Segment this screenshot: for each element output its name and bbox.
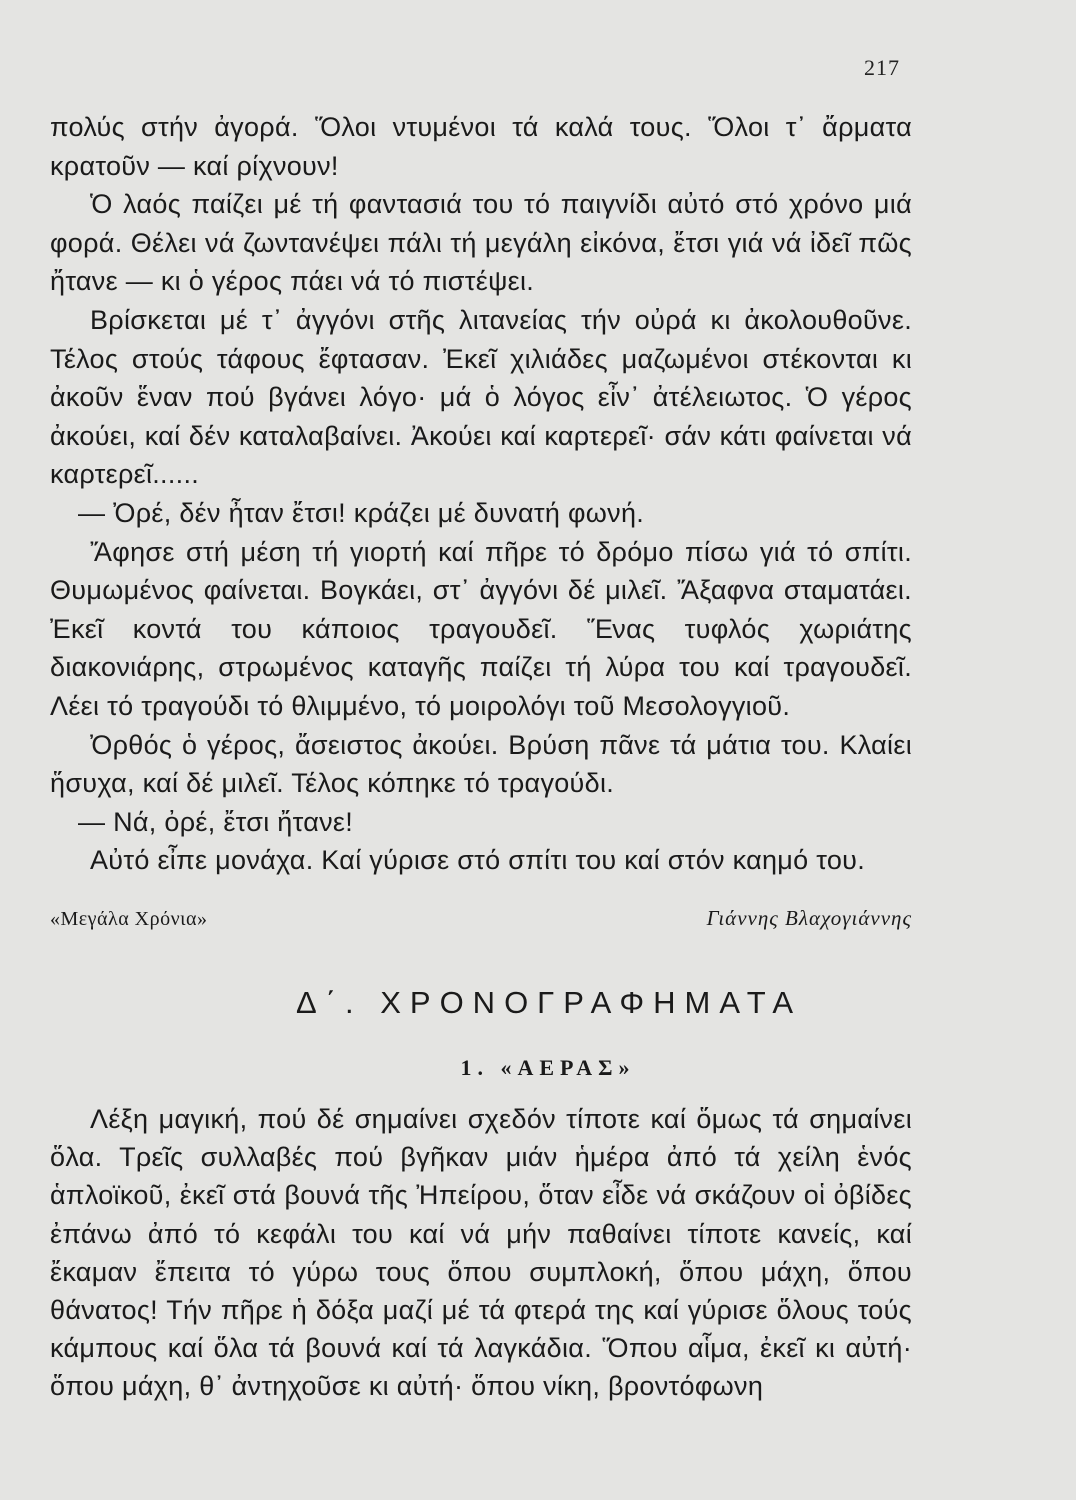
paragraph: Λέξη μαγική, πού δέ σημαίνει σχεδόν τίποτε καί ὅμως τά σημαίνει ὅλα. Τρεῖς συλλαβές πού βγῆκαν μιάν ἡμέρα ἀπό τά χείλη ἑνός ἁπλοϊκοῦ, ἐκεῖ στά βουνά τῆς Ἠπείρου, ὅταν εἶδε νά σκάζουν οἱ ὀβίδες ἐπάνω ἀπό τό κεφάλι του καί νά μήν παθαίνει τίποτε κανείς, καί ἔκαμαν ἔπειτα τό γύρω τους ὅπου συμπλοκή, ὅπου μάχη, ὅπου θάνατος! Τήν πῆρε ἡ δόξα μαζί μέ τά φτερά της καί γύρισε ὅλους τούς κάμπους καί ὅλα τά βουνά καί τά λαγκάδια. Ὅπου αἷμα, ἐκεῖ κι αὐτή· ὅπου μάχη, θ᾽ ἀντηχοῦσε κι αὐτή· ὅπου νίκη, βροντόφωνη <box>50 1104 912 1402</box>
paragraph: Ὁ λαός παίζει μέ τή φαντασιά του τό παιγνίδι αὐτό στό χρόνο μιά φορά. Θέλει νά ζωντανέψει πάλι τή μεγάλη εἰκόνα, ἔτσι γιά νά ἰδεῖ πῶς ἤτανε — κι ὁ γέρος πάει νά τό πιστέψει. <box>50 189 912 297</box>
paragraph: πολύς στήν ἀγορά. Ὅλοι ντυμένοι τά καλά τους. Ὅλοι τ᾽ ἄρματα κρατοῦν — καί ρίχνουν! <box>50 112 912 181</box>
dialogue-line: — Ὀρέ, δέν ἦταν ἔτσι! κράζει μέ δυνατή φωνή. <box>78 497 645 528</box>
paragraph: Αὐτό εἶπε μονάχα. Καί γύρισε στό σπίτι του καί στόν καημό του. <box>90 845 866 876</box>
paragraph: Βρίσκεται μέ τ᾽ ἀγγόνι στῆς λιτανείας τήν οὐρά κι ἀκολουθοῦνε. Τέλος στούς τάφους ἔφτασαν. Ἐκεῖ χιλιάδες μαζωμένοι στέκονται κι ἀκοῦν ἕναν πού βγάνει λόγο· μά ὁ λόγος εἶν᾽ ἀτέλειωτος. Ὁ γέρος ἀκούει, καί δέν καταλαβαίνει. Ἀκούει καί καρτερεῖ· σάν κάτι φαίνεται νά καρτερεῖ...... <box>50 304 912 490</box>
author-name: Γιάννης Βλαχογιάννης <box>706 906 912 930</box>
source-title: «Μεγάλα Χρόνια» <box>50 908 208 930</box>
paragraph: Ἄφησε στή μέση τή γιορτή καί πῆρε τό δρόμο πίσω γιά τό σπίτι. Θυμωμένος φαίνεται. Βογκάει, στ᾽ ἀγγόνι δέ μιλεῖ. Ἄξαφνα σταματάει. Ἐκεῖ κοντά του κάποιος τραγουδεῖ. Ἕνας τυφλός χωριάτης διακονιάρης, στρωμένος καταγῆς παίζει τή λύρα του καί τραγουδεῖ. Λέει τό τραγούδι τό θλιμμένο, τό μοιρολόγι τοῦ Μεσολογγιοῦ. <box>50 536 912 721</box>
dialogue-line: — Νά, ὀρέ, ἔτσι ἤτανε! <box>78 806 354 837</box>
chapter-heading: 1. «ΑΕΡΑΣ» <box>460 1055 636 1080</box>
page-number: 217 <box>864 55 900 80</box>
section-heading: Δ΄. ΧΡΟΝΟΓΡΑΦΗΜΑΤΑ <box>295 985 803 1020</box>
story-text <box>50 108 912 880</box>
chapter-text <box>50 1100 912 1406</box>
attribution <box>50 906 912 931</box>
paragraph: Ὀρθός ὁ γέρος, ἄσειστος ἀκούει. Βρύση πᾶνε τά μάτια του. Κλαίει ἥσυχα, καί δέ μιλεῖ. Τέλος κόπηκε τό τραγούδι. <box>50 729 912 799</box>
